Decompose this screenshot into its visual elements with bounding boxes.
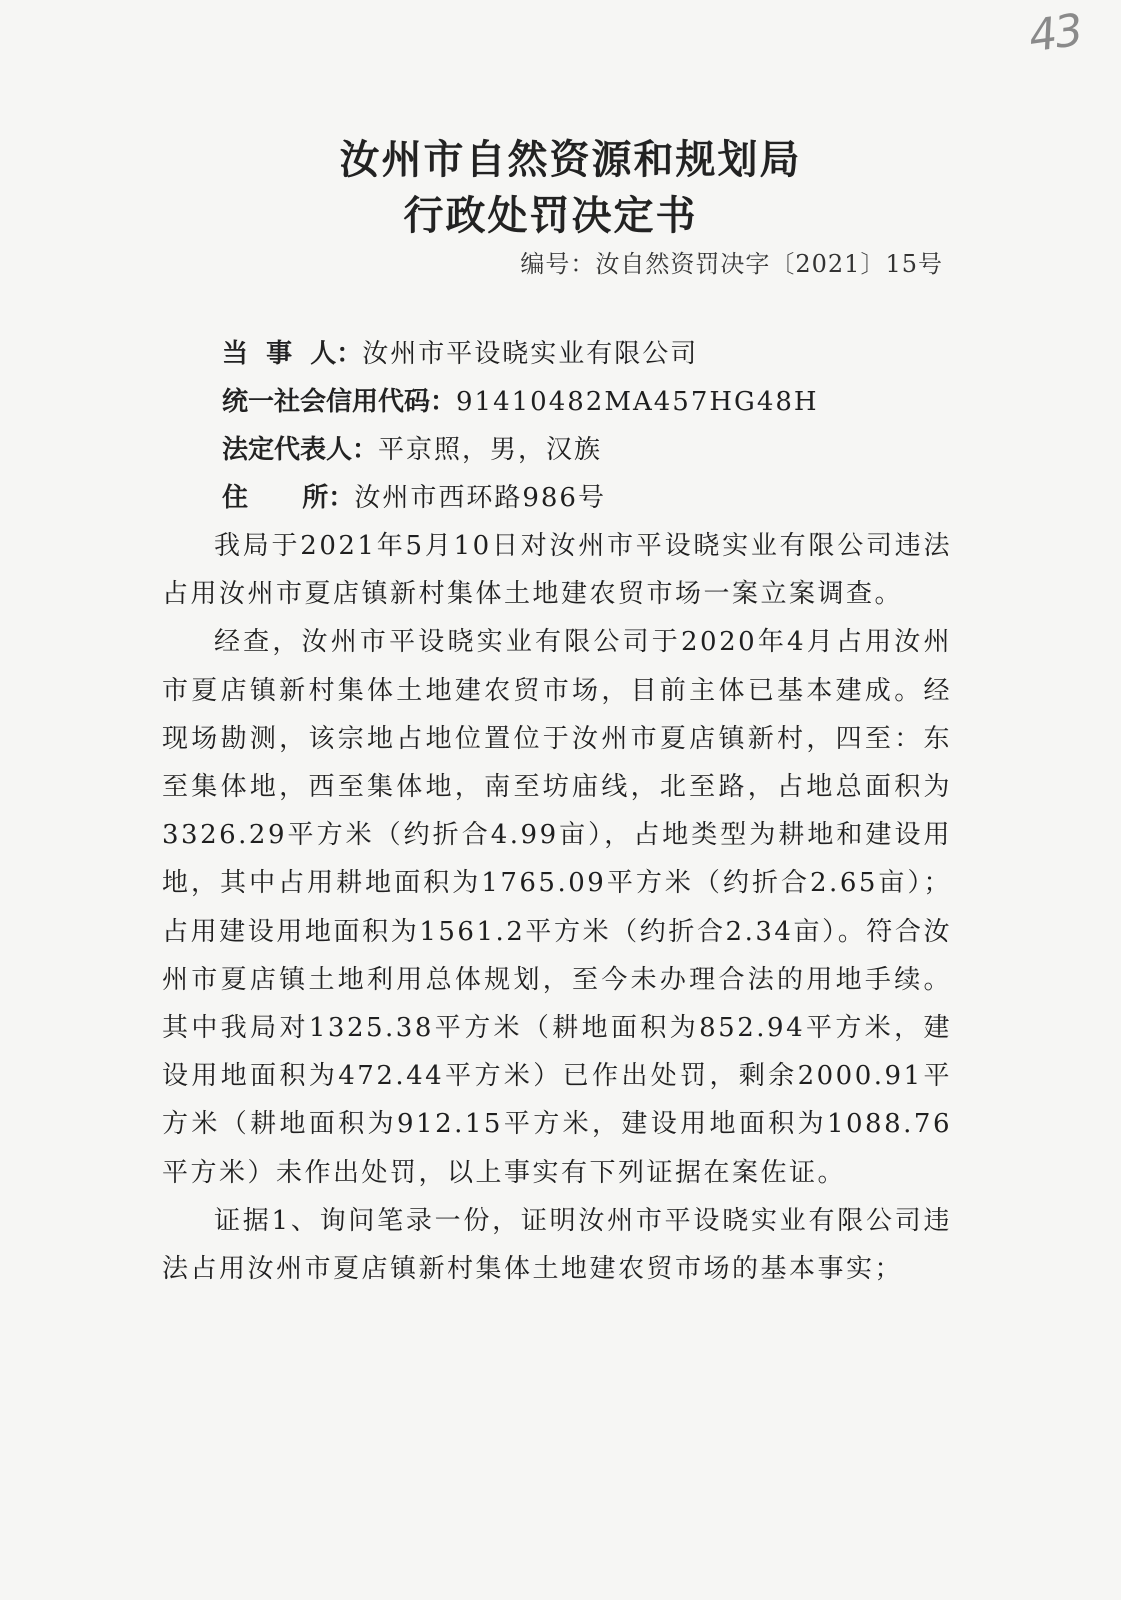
document-title-type: 行政处罚决定书 [403, 193, 698, 239]
party-name-label: 当 事 人： [222, 339, 363, 369]
credit-code-label: 统一社会信用代码： [222, 387, 457, 417]
document-number: 编号：汝自然资罚决字〔2021〕15号 [520, 250, 943, 278]
credit-code-row [222, 378, 819, 426]
paragraph-case-filing: 我局于2021年5月10日对汝州市平设晓实业有限公司违法占用汝州市夏店镇新村集体土地建农贸市场一案立案调查。 [162, 531, 952, 610]
legal-rep-label: 法定代表人： [222, 435, 379, 465]
address-label: 住 所： [222, 483, 355, 513]
document-title-agency: 汝州市自然资源和规划局 [339, 137, 802, 183]
address-row [222, 474, 819, 522]
address-value: 汝州市西环路986号 [354, 483, 606, 513]
party-info [222, 330, 819, 522]
paragraph-findings: 经查，汝州市平设晓实业有限公司于2020年4月占用汝州市夏店镇新村集体土地建农贸市场，目前主体已基本建成。经现场勘测，该宗地占地位置位于汝州市夏店镇新村，四至：东至集体地，西至集体地，南至坊庙线，北至路，占地总面积为3326.29平方米（约折合4.99亩），占地类型为耕地和建设用地，其中占用耕地面积为1765.09平方米（约折合2.65亩）；占用建设用地面积为1561.2平方米（约折合2.34亩）。符合汝州市夏店镇土地利用总体规划，至今未办理合法的用地手续。其中我局对1325.38平方米（耕地面积为852.94平方米，建设用地面积为472.44平方米）已作出处罚，剩余2000.91平方米（耕地面积为912.15平方米，建设用地面积为1088.76平方米）未作出处罚，以上事实有下列证据在案佐证。 [162, 627, 952, 1188]
decision-body [162, 522, 952, 1293]
legal-rep-row [222, 426, 819, 474]
credit-code-value: 91410482MA457HG48H [456, 387, 819, 417]
party-name-row [222, 330, 819, 378]
handwritten-page-number: 43 [1025, 4, 1085, 63]
party-name-value: 汝州市平设晓实业有限公司 [362, 339, 699, 369]
paragraph-evidence-1: 证据1、询问笔录一份，证明汝州市平设晓实业有限公司违法占用汝州市夏店镇新村集体土地建农贸市场的基本事实； [162, 1205, 952, 1285]
legal-rep-value: 平京照，男，汉族 [378, 435, 603, 465]
